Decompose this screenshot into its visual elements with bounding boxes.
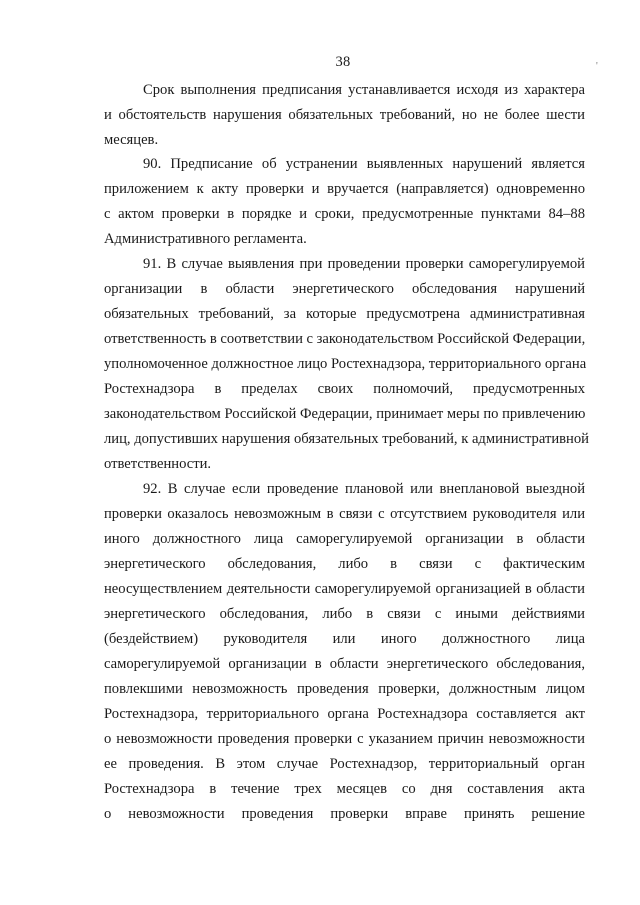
text-line: и обстоятельств нарушения обязательных требований, но не более шести — [104, 107, 585, 123]
text-line: Ростехнадзора в пределах своих полномочий, предусмотренных — [104, 381, 585, 397]
text-line: Срок выполнения предписания устанавливается исходя из характера — [143, 82, 585, 98]
text-line: проверки оказалось невозможным в связи с отсутствием руководителя или — [104, 506, 585, 522]
text-line: энергетического обследования, либо в связи с фактическим — [104, 556, 585, 572]
text-line: ответственность в соответствии с законодательством Российской Федерации, — [104, 331, 586, 347]
text-line: саморегулируемой организации в области энергетического обследования, — [104, 656, 585, 672]
paragraph-term — [104, 78, 585, 153]
paragraph-91 — [104, 252, 589, 477]
text-line: лиц, допустивших нарушения обязательных требований, к административной — [104, 431, 589, 447]
text-line: Ростехнадзора в течение трех месяцев со дня составления акта — [104, 781, 585, 797]
paragraph-90 — [104, 152, 585, 252]
text-line: законодательством Российской Федерации, принимает меры по привлечению — [104, 406, 586, 422]
text-line: организации в области энергетического обследования нарушений — [104, 281, 585, 297]
text-line: неосуществлением деятельности саморегулируемой организацией в области — [104, 581, 585, 597]
paragraph-92 — [104, 477, 585, 827]
text-line: ее проведения. В этом случае Ростехнадзор, территориальный орган — [104, 756, 585, 772]
page-number: 38 — [335, 54, 351, 70]
text-line: Ростехнадзора, территориального органа Ростехнадзора составляется акт — [104, 706, 585, 722]
text-line: 92. В случае если проведение плановой или внеплановой выездной — [143, 481, 585, 497]
text-line: приложением к акту проверки и вручается (направляется) одновременно — [104, 181, 585, 197]
text-line: обязательных требований, за которые предусмотрена административная — [104, 306, 585, 322]
text-line: иного должностного лица саморегулируемой организации в области — [104, 531, 585, 547]
text-line: повлекшими невозможность проведения проверки, должностным лицом — [104, 681, 585, 697]
text-line: (бездействием) руководителя или иного должностного лица — [104, 631, 585, 647]
text-line: о невозможности проведения проверки с указанием причин невозможности — [104, 731, 585, 747]
margin-mark: ' — [596, 61, 598, 72]
text-line: 91. В случае выявления при проведении проверки саморегулируемой — [143, 256, 585, 272]
text-line: энергетического обследования, либо в связи с иными действиями — [104, 606, 585, 622]
text-line: уполномоченное должностное лицо Ростехнадзора, территориального органа — [104, 356, 587, 372]
text-line: 90. Предписание об устранении выявленных нарушений является — [143, 156, 585, 172]
text-line: о невозможности проведения проверки вправе принять решение — [104, 806, 585, 822]
text-line: месяцев. — [104, 132, 159, 148]
text-line: Административного регламента. — [104, 231, 307, 247]
text-line: с актом проверки в порядке и сроки, предусмотренные пунктами 84–88 — [104, 206, 585, 222]
text-line: ответственности. — [104, 456, 212, 472]
